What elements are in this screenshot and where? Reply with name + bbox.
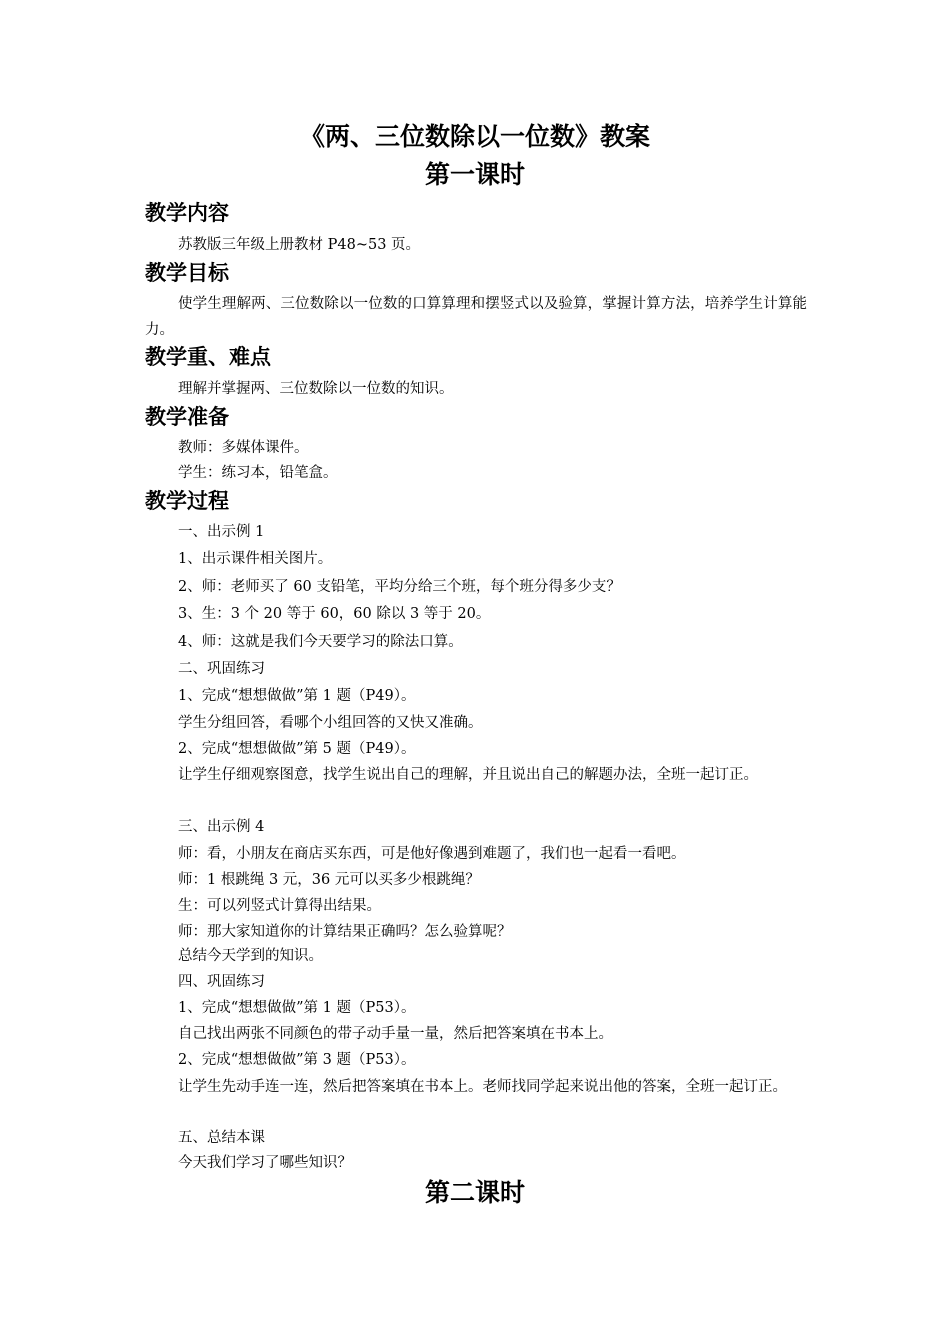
process-line: 2、师：老师买了 60 支铅笔，平均分给三个班，每个班分得多少支？ bbox=[178, 579, 621, 595]
process-heading: 教学过程 bbox=[145, 489, 229, 513]
process-line: 今天我们学习了哪些知识？ bbox=[178, 1155, 352, 1171]
preparation-student: 学生：练习本，铅笔盒。 bbox=[178, 465, 338, 481]
process-line: 师：看，小朋友在商店买东西，可是他好像遇到难题了，我们也一起看一看吧。 bbox=[178, 846, 686, 862]
document-title: 《两、三位数除以一位数》教案 bbox=[299, 122, 650, 151]
process-line: 自己找出两张不同颜色的带子动手量一量，然后把答案填在书本上。 bbox=[178, 1026, 613, 1042]
process-paragraph: 让学生先动手连一连，然后把答案填在书本上。老师找同学起来说出他的答案，全班一起订正。 bbox=[178, 1079, 787, 1095]
key-points-text: 理解并掌握两、三位数除以一位数的知识。 bbox=[178, 381, 454, 397]
process-line: 生：可以列竖式计算得出结果。 bbox=[178, 898, 381, 914]
process-line: 三、出示例 4 bbox=[178, 819, 265, 835]
process-line: 师：1 根跳绳 3 元，36 元可以买多少根跳绳？ bbox=[178, 872, 480, 888]
process-line: 四、巩固练习 bbox=[178, 974, 265, 990]
process-line: 1、出示课件相关图片。 bbox=[178, 551, 333, 567]
goals-heading: 教学目标 bbox=[145, 261, 229, 285]
process-line: 五、总结本课 bbox=[178, 1130, 265, 1146]
process-line: 2、完成“想想做做”第 3 题（P53）。 bbox=[178, 1052, 416, 1068]
preparation-heading: 教学准备 bbox=[145, 405, 229, 429]
process-line: 学生分组回答，看哪个小组回答的又快又准确。 bbox=[178, 715, 483, 731]
process-line: 2、完成“想想做做”第 5 题（P49）。 bbox=[178, 741, 416, 757]
process-line: 3、生：3 个 20 等于 60，60 除以 3 等于 20。 bbox=[178, 606, 491, 622]
process-line: 1、完成“想想做做”第 1 题（P53）。 bbox=[178, 1000, 416, 1016]
process-line: 二、巩固练习 bbox=[178, 661, 265, 677]
key-points-heading: 教学重、难点 bbox=[145, 345, 271, 369]
lesson-2-title: 第二课时 bbox=[424, 1178, 525, 1207]
process-paragraph: 让学生仔细观察图意，找学生说出自己的理解，并且说出自己的解题办法，全班一起订正。 bbox=[178, 767, 758, 783]
lesson-1-title: 第一课时 bbox=[424, 160, 525, 189]
process-line: 1、完成“想想做做”第 1 题（P49）。 bbox=[178, 688, 416, 704]
content-text: 苏教版三年级上册教材 P48~53 页。 bbox=[178, 237, 421, 253]
process-line: 总结今天学到的知识。 bbox=[178, 948, 323, 964]
process-line: 一、出示例 1 bbox=[178, 524, 265, 540]
process-line: 师：那大家知道你的计算结果正确吗？怎么验算呢？ bbox=[178, 924, 512, 940]
content-heading: 教学内容 bbox=[145, 201, 229, 225]
preparation-teacher: 教师：多媒体课件。 bbox=[178, 440, 309, 456]
process-line: 4、师：这就是我们今天要学习的除法口算。 bbox=[178, 634, 463, 650]
goals-text: 使学生理解两、三位数除以一位数的口算算理和摆竖式以及验算，掌握计算方法，培养学生计算能力。 bbox=[145, 296, 807, 338]
